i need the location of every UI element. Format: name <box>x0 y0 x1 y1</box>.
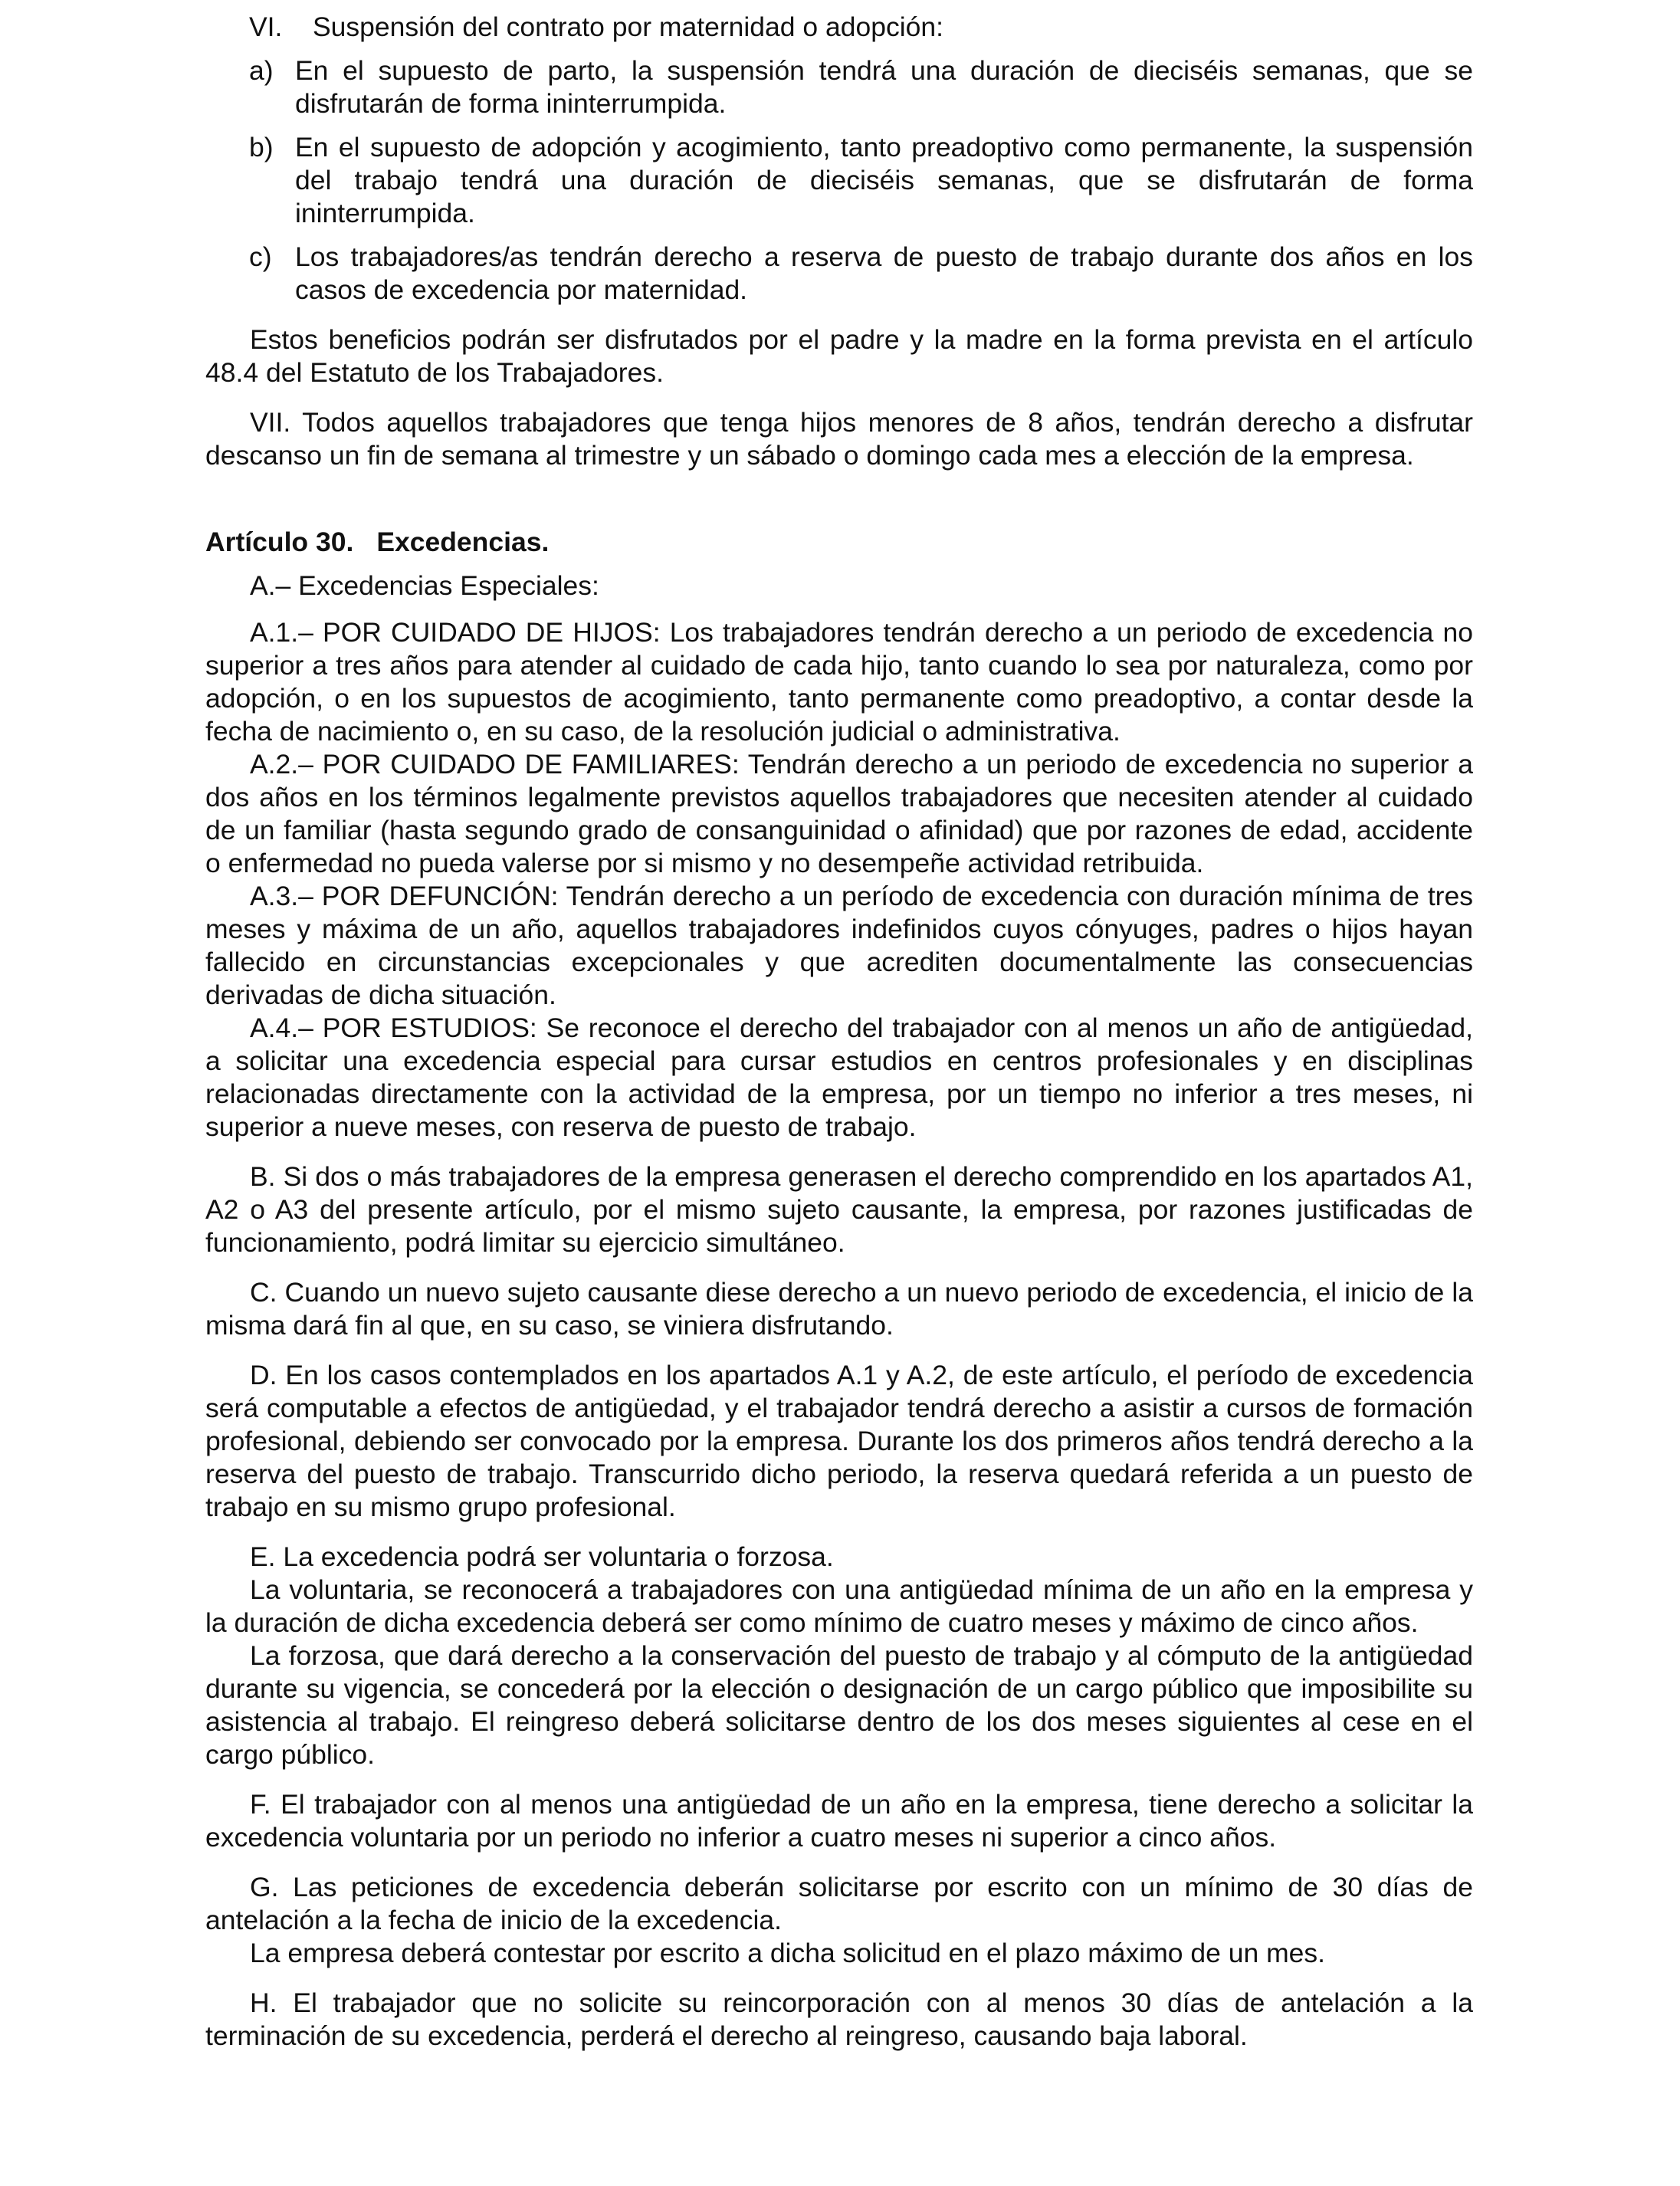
section-vi-title: Suspensión del contrato por maternidad o adopción: <box>313 11 943 42</box>
section-vii-paragraph: VII. Todos aquellos trabajadores que tenga hijos menores de 8 años, tendrán derecho a disfrutar descanso un fin de semana al trimestre y un sábado o domingo cada mes a elección de la empresa. <box>205 407 1473 471</box>
subsection-a-heading: A.– Excedencias Especiales: <box>250 570 599 601</box>
paragraph-g: G. Las peticiones de excedencia deberán solicitarse por escrito con un mínimo de 30 días de antelación a la fecha de inicio de la excedencia. <box>205 1872 1473 1935</box>
article-title: Excedencias. <box>376 527 550 557</box>
paragraph-e-forzosa: La forzosa, que dará derecho a la conservación del puesto de trabajo y al cómputo de la antigüedad durante su vigencia, se concederá por la elección o designación de un cargo público que imposibilite su asistencia al trabajo. El reingreso deberá solicitarse dentro de los dos meses siguientes al cese en el cargo público. <box>205 1640 1473 1770</box>
paragraph-b: B. Si dos o más trabajadores de la empresa generasen el derecho comprendido en los apartados A1, A2 o A3 del presente artículo, por el mismo sujeto causante, la empresa, por razones justificadas de funcionamiento, podrá limitar su ejercicio simultáneo. <box>205 1161 1473 1258</box>
paragraph-c: C. Cuando un nuevo sujeto causante diese derecho a un nuevo periodo de excedencia, el inicio de la misma dará fin al que, en su caso, se viniera disfrutando. <box>205 1277 1473 1341</box>
list-item-text: Los trabajadores/as tendrán derecho a reserva de puesto de trabajo durante dos años en los casos de excedencia por maternidad. <box>295 241 1473 305</box>
paragraph-a1: A.1.– POR CUIDADO DE HIJOS: Los trabajadores tendrán derecho a un periodo de excedencia no superior a tres años para atender al cuidado de cada hijo, tanto cuando lo sea por naturaleza, como por adopción, o en los supuestos de acogimiento, tanto permanente como preadoptivo, a contar desde la fecha de nacimiento o, en su caso, de la resolución judicial o administrativa. <box>205 617 1473 747</box>
paragraph-e: E. La excedencia podrá ser voluntaria o forzosa. <box>250 1541 834 1572</box>
paragraph-d: D. En los casos contemplados en los apartados A.1 y A.2, de este artículo, el período de excedencia será computable a efectos de antigüedad, y el trabajador tendrá derecho a asistir a cursos de formación profesional, debiendo ser convocado por la empresa. Durante los dos primeros años tendrá derecho a la reserva del puesto de trabajo. Transcurrido dicho periodo, la reserva quedará referida a un puesto de trabajo en su mismo grupo profesional. <box>205 1360 1473 1522</box>
paragraph-g-respuesta: La empresa deberá contestar por escrito a dicha solicitud en el plazo máximo de un mes. <box>250 1938 1325 1968</box>
paragraph-h: H. El trabajador que no solicite su reincorporación con al menos 30 días de antelación a la terminación de su excedencia, perderá el derecho al reingreso, causando baja laboral. <box>205 1987 1473 2051</box>
list-item-label: a) <box>249 55 274 86</box>
article-heading <box>205 526 1473 559</box>
paragraph-f: F. El trabajador con al menos una antigüedad de un año en la empresa, tiene derecho a solicitar la excedencia voluntaria por un periodo no inferior a cuatro meses ni superior a cinco años. <box>205 1789 1473 1853</box>
list-item-text: En el supuesto de adopción y acogimiento, tanto preadoptivo como permanente, la suspensión del trabajo tendrá una duración de dieciséis semanas, que se disfrutarán de forma ininterrumpida. <box>295 132 1473 228</box>
paragraph-e-voluntaria: La voluntaria, se reconocerá a trabajadores con una antigüedad mínima de un año en la empresa y la duración de dicha excedencia deberá ser como mínimo de cuatro meses y máximo de cinco años. <box>205 1574 1473 1638</box>
article-number: Artículo 30. <box>205 527 354 557</box>
list-item-a <box>205 54 1473 120</box>
list-item-label: c) <box>249 241 272 272</box>
section-vi-label: VI. <box>249 11 283 42</box>
list-item-label: b) <box>249 132 274 162</box>
list-item-b <box>205 131 1473 230</box>
section-vi-note: Estos beneficios podrán ser disfrutados por el padre y la madre en la forma prevista en el artículo 48.4 del Estatuto de los Trabajadores. <box>205 324 1473 388</box>
document-page <box>205 11 1473 2053</box>
paragraph-a4: A.4.– POR ESTUDIOS: Se reconoce el derecho del trabajador con al menos un año de antigüedad, a solicitar una excedencia especial para cursar estudios en centros profesionales y en disciplinas relacionadas directamente con la actividad de la empresa, por un tiempo no inferior a tres meses, ni superior a nueve meses, con reserva de puesto de trabajo. <box>205 1013 1473 1142</box>
list-item-text: En el supuesto de parto, la suspensión tendrá una duración de dieciséis semanas, que se disfrutarán de forma ininterrumpida. <box>295 55 1473 119</box>
list-item-c <box>205 241 1473 307</box>
paragraph-a3: A.3.– POR DEFUNCIÓN: Tendrán derecho a un período de excedencia con duración mínima de tres meses y máxima de un año, aquellos trabajadores indefinidos cuyos cónyuges, padres o hijos hayan fallecido en circunstancias excepcionales y que acrediten documentalmente las consecuencias derivadas de dicha situación. <box>205 881 1473 1010</box>
section-vi-heading <box>205 11 1473 44</box>
paragraph-a2: A.2.– POR CUIDADO DE FAMILIARES: Tendrán derecho a un periodo de excedencia no superior a dos años en los términos legalmente previstos aquellos trabajadores que necesiten atender al cuidado de un familiar (hasta segundo grado de consanguinidad o afinidad) que por razones de edad, accidente o enfermedad no pueda valerse por si mismo y no desempeñe actividad retribuida. <box>205 749 1473 878</box>
